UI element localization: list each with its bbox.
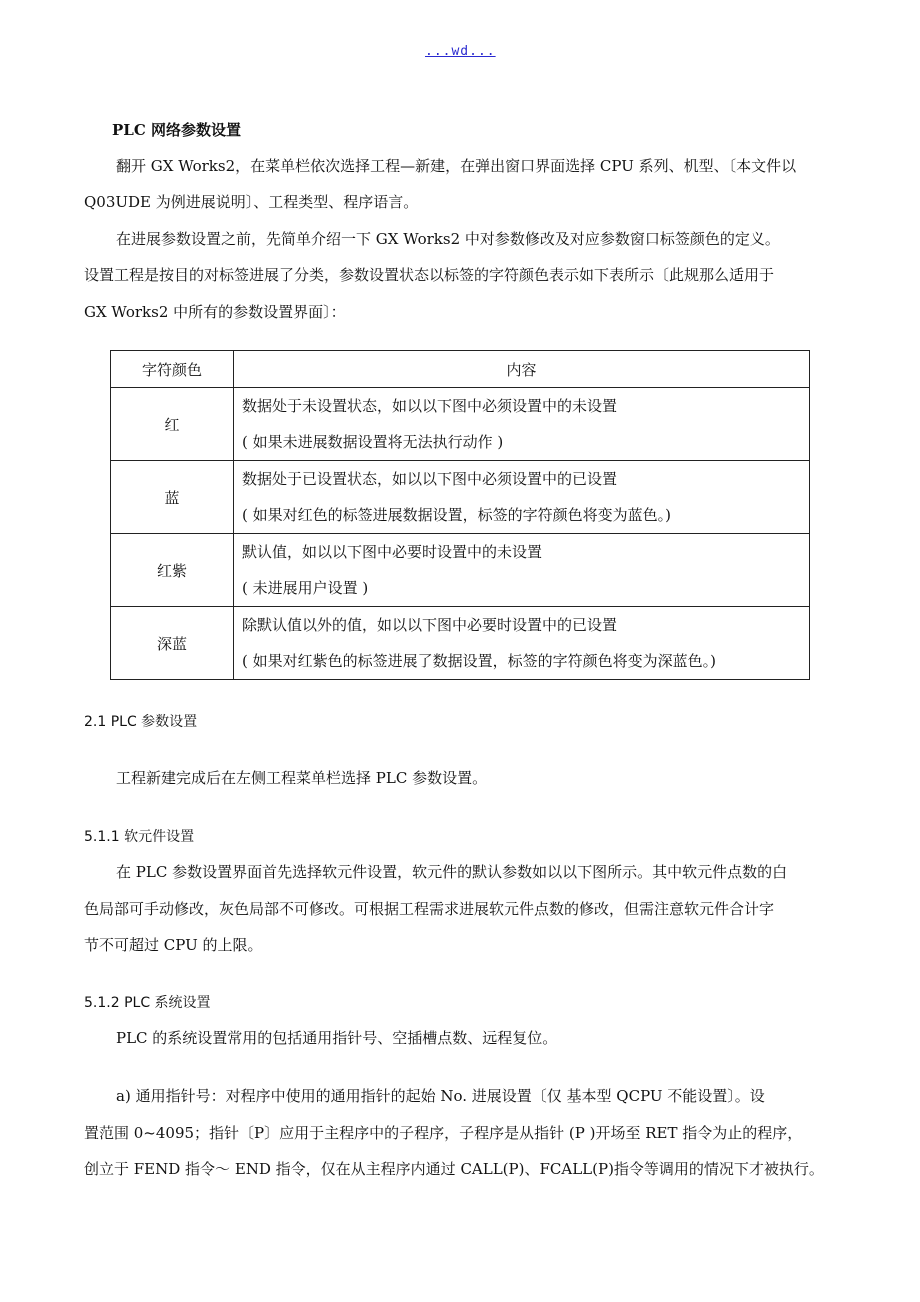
row-content — [234, 607, 810, 680]
table-row — [111, 388, 810, 461]
row-content-line-2: ( 如果对红紫色的标签进展了数据设置，标签的字符颜色将变为深蓝色。) — [242, 652, 716, 670]
section-2-1-text: 工程新建完成后在左侧工程菜单栏选择 PLC 参数设置。 — [116, 769, 488, 787]
page-header-mark: ...wd... — [425, 44, 496, 59]
row-content — [234, 534, 810, 607]
row-content — [234, 461, 810, 534]
row-color-blue: 蓝 — [111, 461, 234, 534]
item-a-line-2: 置范围 0~4095；指针〔P〕应用于主程序中的子程序，子程序是从指针 (P )开场至 RET 指令为止的程序， — [84, 1124, 803, 1142]
section-5-1-2-heading: 5.1.2 PLC 系统设置 — [84, 995, 211, 1011]
table-row — [111, 461, 810, 534]
row-content-line-1: 默认值，如以以下图中必要时设置中的未设置 — [242, 543, 543, 561]
row-color-dark-blue: 深蓝 — [111, 607, 234, 680]
row-content-line-1: 除默认值以外的值，如以以下图中必要时设置中的已设置 — [242, 616, 618, 634]
row-content-line-1: 数据处于已设置状态，如以以下图中必须设置中的已设置 — [242, 470, 618, 488]
row-color-red: 红 — [111, 388, 234, 461]
color-definition-table — [110, 350, 810, 680]
row-content-line-2: ( 未进展用户设置 ) — [242, 579, 369, 597]
row-color-magenta: 红紫 — [111, 534, 234, 607]
intro-line-2: Q03UDE 为例进展说明〕、工程类型、程序语言。 — [84, 193, 419, 211]
section-5-1-1-line-3: 节不可超过 CPU 的上限。 — [84, 936, 263, 954]
intro-line-1: 翻开 GX Works2，在菜单栏依次选择工程—新建，在弹出窗口界面选择 CPU 系列、机型、〔本文件以 — [116, 157, 797, 175]
header-char-color: 字符颜色 — [111, 351, 234, 388]
table-row — [111, 534, 810, 607]
doc-title: PLC 网络参数设置 — [112, 121, 241, 139]
row-content — [234, 388, 810, 461]
section-5-1-1-heading: 5.1.1 软元件设置 — [84, 829, 195, 845]
para2-line-3: GX Works2 中所有的参数设置界面〕： — [84, 303, 346, 321]
row-content-line-1: 数据处于未设置状态，如以以下图中必须设置中的未设置 — [242, 397, 618, 415]
table-row — [111, 607, 810, 680]
section-2-1-heading: 2.1 PLC 参数设置 — [84, 714, 198, 730]
section-5-1-1-line-1: 在 PLC 参数设置界面首先选择软元件设置，软元件的默认参数如以以下图所示。其中软元件点数的白 — [116, 863, 788, 881]
section-5-1-1-line-2: 色局部可手动修改，灰色局部不可修改。可根据工程需求进展软元件点数的修改，但需注意软元件合计字 — [84, 900, 775, 918]
para2-line-2: 设置工程是按目的对标签进展了分类，参数设置状态以标签的字符颜色表示如下表所示〔此规那么适用于 — [84, 266, 775, 284]
section-5-1-2-text: PLC 的系统设置常用的包括通用指针号、空插槽点数、远程复位。 — [116, 1029, 558, 1047]
table-header-row — [111, 351, 810, 388]
header-content: 内容 — [234, 351, 810, 388]
para2-line-1: 在进展参数设置之前，先简单介绍一下 GX Works2 中对参数修改及对应参数窗口标签颜色的定义。 — [116, 230, 780, 248]
row-content-line-2: ( 如果未进展数据设置将无法执行动作 ) — [242, 433, 504, 451]
item-a-line-3: 创立于 FEND 指令～ END 指令，仅在从主程序内通过 CALL(P)、FCALL(P)指令等调用的情况下才被执行。 — [84, 1160, 824, 1178]
row-content-line-2: ( 如果对红色的标签进展数据设置，标签的字符颜色将变为蓝色。) — [242, 506, 671, 524]
item-a-line-1: a) 通用指针号：对程序中使用的通用指针的起始 No. 进展设置〔仅 基本型 QCPU 不能设置〕。设 — [116, 1087, 765, 1105]
